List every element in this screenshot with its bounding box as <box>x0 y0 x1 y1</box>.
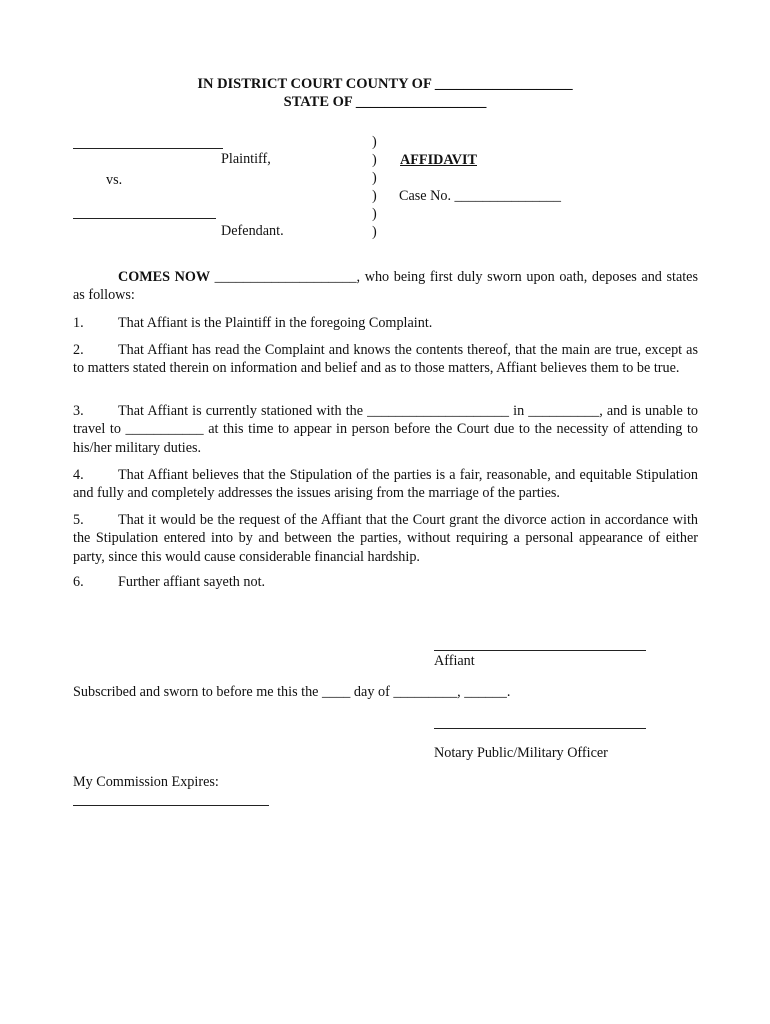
paragraph-5 <box>73 511 698 566</box>
paragraph-text: That Affiant believes that the Stipulation of the parties is a fair, reasonable, and equitable Stipulation and fully and completely addresses the issues arising from the marriage of the parties. <box>73 467 698 502</box>
paragraph-text: That Affiant has read the Complaint and knows the contents thereof, that the main are true, except as to matters stated therein on information and belief and as to those matters, Affiant believes them to be true. <box>73 342 698 377</box>
comes-now-lead: COMES NOW <box>118 269 211 285</box>
vs-label: vs. <box>106 172 123 188</box>
affiant-signature-line[interactable] <box>434 650 646 651</box>
defendant-name-line[interactable] <box>73 218 216 219</box>
intro-text: ____________________, who being first duly sworn upon oath, deposes and states as follows: <box>73 269 698 304</box>
affidavit-title: AFFIDAVIT <box>400 152 477 168</box>
paragraph-6 <box>73 573 698 591</box>
paragraph-3 <box>73 402 698 457</box>
caption-paren: ) <box>372 134 377 150</box>
caption-paren: ) <box>372 206 377 222</box>
paragraph-2 <box>73 341 698 378</box>
court-heading: IN DISTRICT COURT COUNTY OF ___________________ <box>197 76 573 92</box>
paragraph-text: That Affiant is currently stationed with the ____________________ in __________, and is unable to travel to ___________ at this time to appear in person before the Court due to the necessity of attending to his/her military duties. <box>73 403 698 456</box>
commission-expires-label: My Commission Expires: <box>73 774 219 790</box>
paragraph-number: 2. <box>73 342 84 358</box>
paragraph-number: 6. <box>73 574 84 590</box>
paragraph-number: 3. <box>73 403 84 419</box>
plaintiff-name-line[interactable] <box>73 148 223 149</box>
caption-paren: ) <box>372 188 377 204</box>
case-number: Case No. _______________ <box>399 188 561 204</box>
caption-paren: ) <box>372 152 377 168</box>
state-heading: STATE OF __________________ <box>283 94 487 110</box>
paragraph-text: Further affiant sayeth not. <box>118 574 266 590</box>
affiant-label: Affiant <box>434 653 475 669</box>
caption-paren: ) <box>372 170 377 186</box>
paragraph-text: That it would be the request of the Affiant that the Court grant the divorce action in accordance with the Stipulation entered into by and between the parties, without requiring a personal appearance of either party, since this would cause considerable financial hardship. <box>73 512 698 565</box>
intro-paragraph <box>73 268 698 305</box>
plaintiff-label: Plaintiff, <box>221 151 271 167</box>
caption-paren: ) <box>372 224 377 240</box>
paragraph-4 <box>73 466 698 503</box>
subscribed-sworn-text: Subscribed and sworn to before me this the ____ day of _________, ______. <box>73 684 511 700</box>
notary-signature-line[interactable] <box>434 728 646 729</box>
paragraph-number: 5. <box>73 512 84 528</box>
notary-label: Notary Public/Military Officer <box>434 745 608 761</box>
paragraph-1 <box>73 314 698 332</box>
paragraph-number: 4. <box>73 467 84 483</box>
defendant-label: Defendant. <box>221 223 284 239</box>
paragraph-text: That Affiant is the Plaintiff in the foregoing Complaint. <box>118 315 433 331</box>
paragraph-number: 1. <box>73 315 84 331</box>
commission-expires-line[interactable] <box>73 805 269 806</box>
